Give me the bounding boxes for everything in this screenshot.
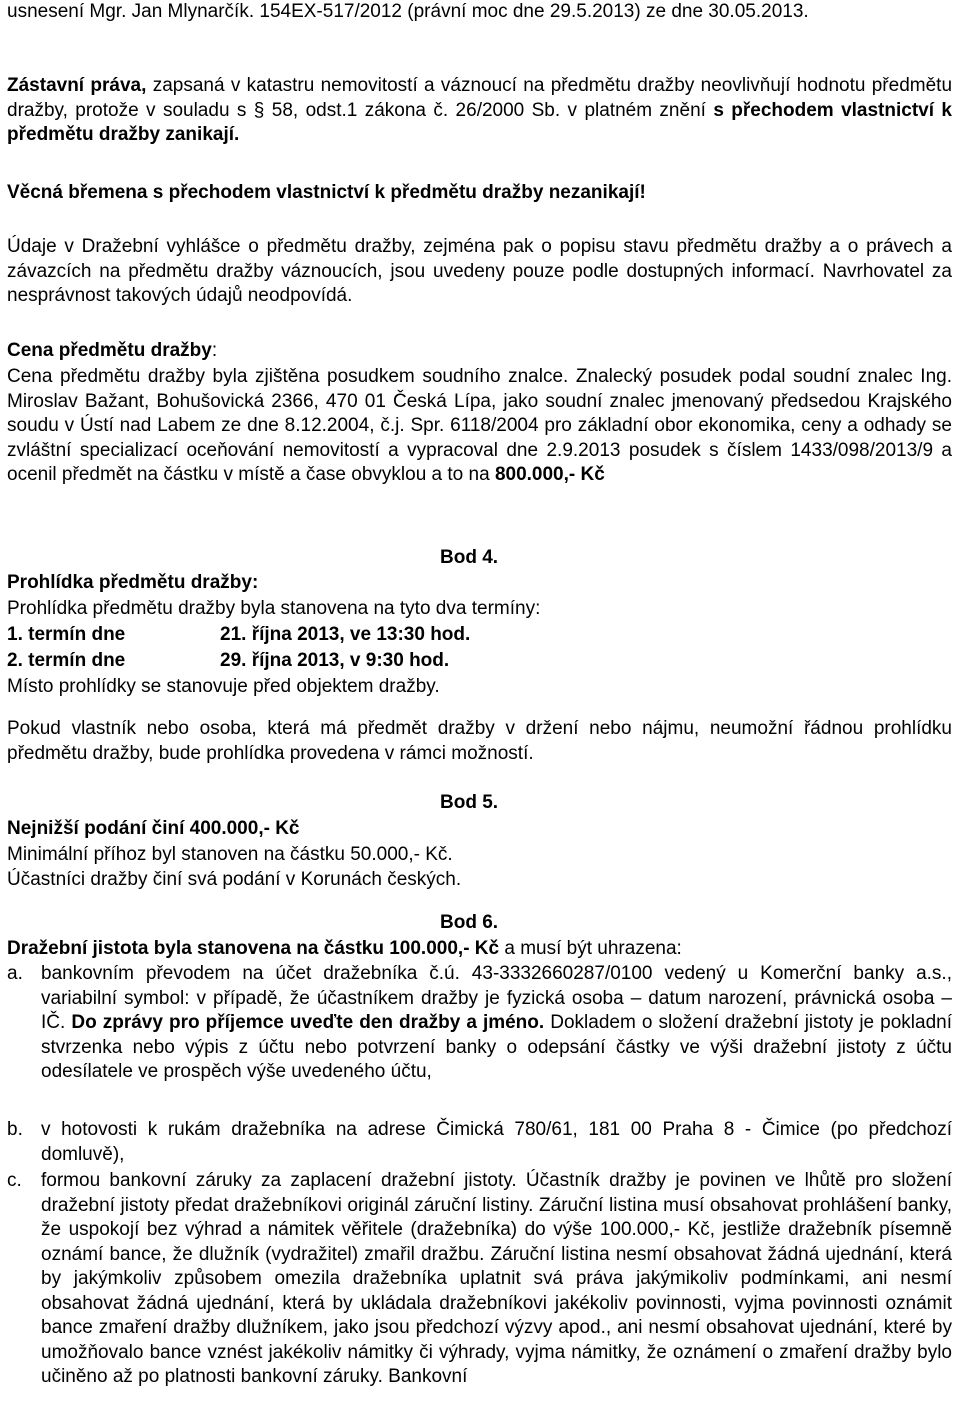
cena-text: Cena předmětu dražby byla zjištěna posudkem soudního znalce. Znalecký posudek podal soudní znalec Ing. Miroslav Bažant, Bohušovická 2366, 470 01 Česká Lípa, jako soudní znalec jmenovaný předsedou Krajského soudu v Ústí nad Labem ze dne 8.12.2004, č.j. Spr. 6118/2004 pro základní obor ekonomika, ceny a odhady se zvláštní specializací oceňování nemovitostí a vypracoval dne 2.9.2013 posudek s číslem 1433/098/2013/9 a ocenil předmět na částku v místě a čase obvyklou a to na xyxy=(7,366,952,485)
bod-5-title: Bod 5. xyxy=(440,792,499,813)
bod-4-title: Bod 4. xyxy=(440,547,499,568)
zastavni-prava-paragraph xyxy=(7,74,952,148)
list-item-a-text2: Dokladem o složení dražební jistoty je pokladní stvrzenka nebo výpis z účtu nebo potvrzení banky o odepsání částky ve výši dražební jistoty z účtu odesílatele ve prospěch výše uvedeného účtu, xyxy=(41,1012,953,1082)
list-item-b xyxy=(7,1118,952,1167)
jistota-lead: Dražební jistota byla stanovena na částku 100.000,- Kč xyxy=(7,938,500,959)
list-item-a-text: bankovním převodem na účet dražebníka č.ú. 43-3332660287/0100 vedený u Komerční banky a.s., variabilní symbol: v případě, že účastníkem dražby je fyzická osoba – datum narození, právnická osoba – IČ. xyxy=(41,963,952,1033)
prohlidka-note: Pokud vlastník nebo osoba, která má předmět dražby v držení nebo nájmu, neumožní řádnou prohlídku předmětu dražby, bude prohlídka provedena v rámci možností. xyxy=(7,718,952,764)
termin-row xyxy=(7,623,471,648)
prohlidka-heading: Prohlídka předmětu dražby: xyxy=(7,572,259,593)
list-item-text xyxy=(41,962,952,1085)
cena-amount: 800.000,- Kč xyxy=(494,464,605,485)
misto-prohlidky: Místo prohlídky se stanovuje před objektem dražby. xyxy=(7,676,440,697)
list-marker: c. xyxy=(7,1170,22,1191)
cena-heading-line xyxy=(7,339,952,364)
zastavni-prava-lead: Zástavní práva, xyxy=(7,75,147,96)
cena-paragraph xyxy=(7,365,952,488)
list-item-a xyxy=(7,962,952,1085)
udaje-disclaimer-paragraph: Údaje v Dražební vyhlášce o předmětu dražby, zejména pak o popisu stavu předmětu dražby a o právech a závazcích na předmětu dražby váznoucích, jsou uvedeny pouze podle dostupných informací. Navrhovatel za nesprávnost takových údajů neodpovídá. xyxy=(7,236,952,306)
list-item-c xyxy=(7,1169,952,1390)
termin-label: 1. termín dne xyxy=(7,624,126,645)
minimalni-prihoz: Minimální příhoz byl stanoven na částku 50.000,- Kč. xyxy=(7,844,453,865)
list-item-text: v hotovosti k rukám dražebníka na adrese Čimická 780/61, 181 00 Praha 8 - Čimice (po předchozí domluvě), xyxy=(41,1119,952,1165)
jistota-lead-line xyxy=(7,937,952,962)
prohlidka-intro: Prohlídka předmětu dražby byla stanovena na tyto dva termíny: xyxy=(7,598,541,619)
zastavni-prava-text: zapsaná v katastru nemovitostí a váznoucí na předmětu dražby neovlivňují hodnotu předmětu dražby, protože v souladu s § 58, odst.1 zákona č. 26/2000 Sb. v platném znění xyxy=(7,75,953,121)
bod-6-title: Bod 6. xyxy=(440,912,499,933)
termin-date: 29. října 2013, v 9:30 hod. xyxy=(220,650,450,671)
cena-heading: Cena předmětu dražby xyxy=(7,340,212,361)
list-marker: b. xyxy=(7,1119,23,1140)
intro-paragraph: usnesení Mgr. Jan Mlynarčík. 154EX-517/2012 (právní moc dne 29.5.2013) ze dne 30.05.2013. xyxy=(7,1,809,22)
list-item-text: formou bankovní záruky za zaplacení dražební jistoty. Účastník dražby je povinen ve lhůtě pro složení dražební jistoty předat dražebníkovi originál záruční listiny. Záruční listina musí obsahovat prohlášení banky, že uspokojí bez výhrad a námitek věřitele (dražebníka) do výše 100.000,- Kč, jestliže dražebník písemně oznámí bance, že dlužník (vydražitel) zmařil dražbu. Záruční listina nesmí obsahovat žádná ujednání, která by jakýmkoliv způsobem omezila dražebníka uplatnit svá práva jakýmikoliv podmínkami, ani nesmí obsahovat žádná ujednání, která by ukládala dražebníkovi jakékoliv povinnosti, vyjma povinnosti oznámit bance zmaření dražby dlužníkem, jako jsou předchozí výzvy apod., ani nesmí obsahovat ujednání, které by umožňovalo bance vznést jakékoliv námitky či výhrady, vyjma námitky, že oznámení o zmaření dražby bylo učiněno až po platnosti bankovní záruky. Bankovní xyxy=(41,1170,952,1387)
nejnizsi-podani-heading: Nejnižší podání činí 400.000,- Kč xyxy=(7,818,300,839)
podani-mena: Účastníci dražby činí svá podání v Korunách českých. xyxy=(7,869,462,890)
list-item-a-bold: Do zprávy pro příjemce uveďte den dražby a jméno. xyxy=(71,1012,545,1033)
jistota-lead-rest: a musí být uhrazena: xyxy=(499,938,682,959)
termin-date: 21. října 2013, ve 13:30 hod. xyxy=(220,624,471,645)
termin-label: 2. termín dne xyxy=(7,650,126,671)
vecna-bremena-notice: Věcná břemena s přechodem vlastnictví k předmětu dražby nezanikají! xyxy=(7,182,646,203)
termin-row xyxy=(7,649,450,674)
cena-heading-colon: : xyxy=(211,340,218,361)
list-marker: a. xyxy=(7,963,23,984)
zastavni-prava-tail: s přechodem vlastnictví k předmětu dražby zanikají. xyxy=(7,99,952,145)
